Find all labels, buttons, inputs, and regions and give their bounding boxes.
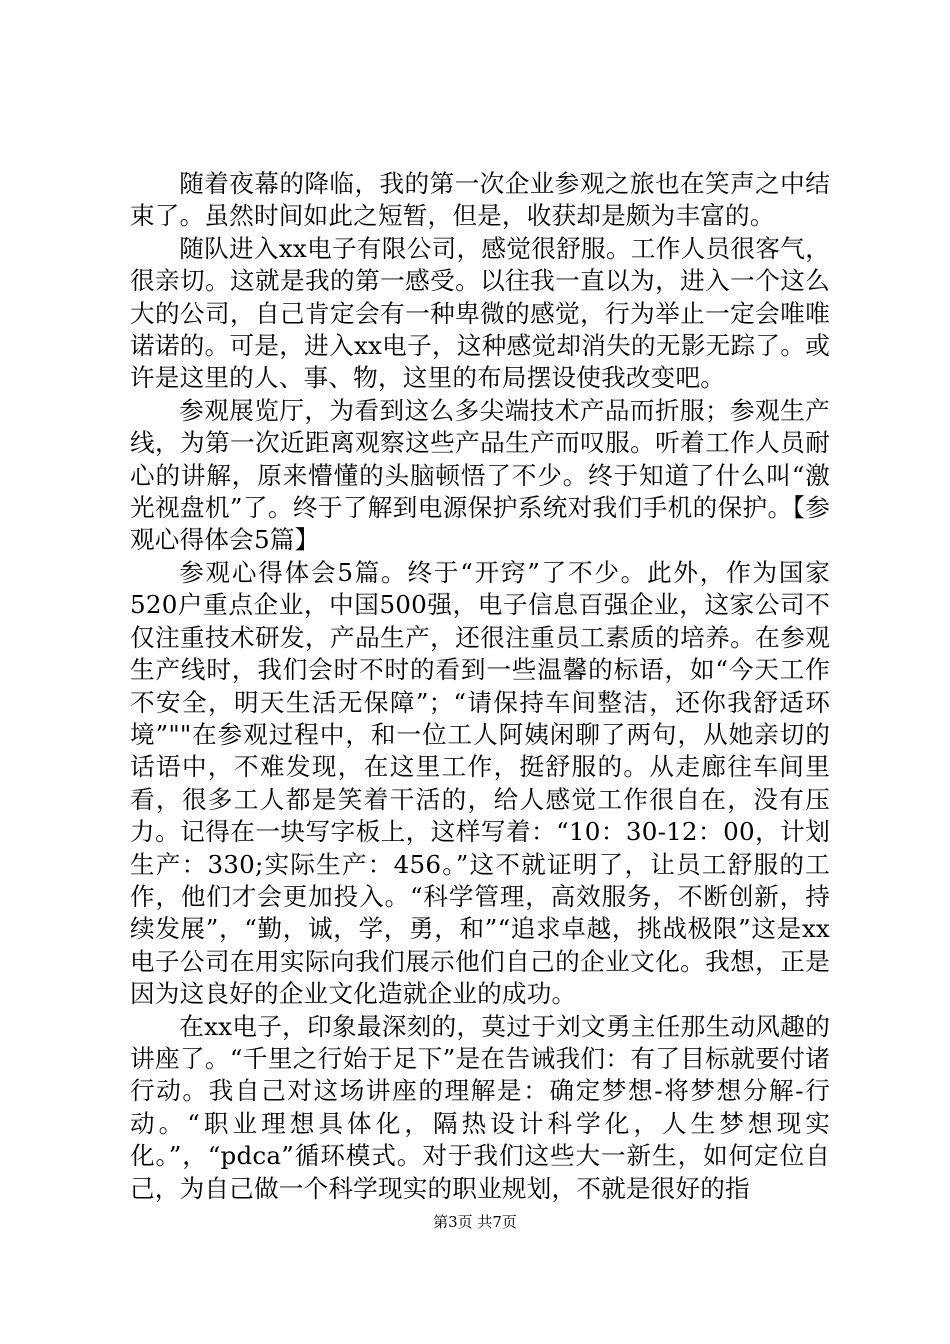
paragraph: 在xx电子，印象最深刻的，莫过于刘文勇主任那生动风趣的讲座了。“千里之行始于足下”是在告诫我们：有了目标就要付诸行动。我自己对这场讲座的理解是：确定梦想-将梦想分解-行动。“职业理想具体化，隔热设计科学化，人生梦想现实化。”，“pdca”循环模式。对于我们这些大一新生，如何定位自己，为自己做一个科学现实的职业规划，不就是很好的指 bbox=[130, 1011, 830, 1203]
paragraph: 参观展览厅，为看到这么多尖端技术产品而折服；参观生产线，为第一次近距离观察这些产品生产而叹服。听着工作人员耐心的讲解，原来懵懂的头脑顿悟了不少。终于知道了什么叫“激光视盘机”了。终于了解到电源保护系统对我们手机的保护。【参观心得体会5篇】 bbox=[130, 395, 830, 555]
document-body bbox=[130, 168, 830, 1205]
page-footer: 第3页 共7页 bbox=[433, 1213, 517, 1231]
paragraph: 参观心得体会5篇。终于“开窍”了不少。此外，作为国家520户重点企业，中国500强，电子信息百强企业，这家公司不仅注重技术研发，产品生产，还很注重员工素质的培养。在参观生产线时，我们会时不时的看到一些温馨的标语，如“今天工作不安全，明天生活无保障”；“请保持车间整洁，还你我舒适环境”""在参观过程中，和一位工人阿姨闲聊了两句，从她亲切的话语中，不难发现，在这里工作，挺舒服的。从走廊往车间里看，很多工人都是笑着干活的，给人感觉工作很自在，没有压力。记得在一块写字板上，这样写着：“10：30-12：00，计划生产：330;实际生产：456。”这不就证明了，让员工舒服的工作，他们才会更加投入。“科学管理，高效服务，不断创新，持续发展”，“勤，诚，学，勇，和”“追求卓越，挑战极限”这是xx电子公司在用实际向我们展示他们自己的企业文化。我想，正是因为这良好的企业文化造就企业的成功。 bbox=[130, 557, 830, 1009]
paragraph: 随着夜幕的降临，我的第一次企业参观之旅也在笑声之中结束了。虽然时间如此之短暂，但是，收获却是颇为丰富的。 bbox=[130, 169, 830, 231]
paragraph: 随队进入xx电子有限公司，感觉很舒服。工作人员很客气，很亲切。这就是我的第一感受。以往我一直以为，进入一个这么大的公司，自己肯定会有一种卑微的感觉，行为举止一定会唯唯诺诺的。可是，进入xx电子，这种感觉却消失的无影无踪了。或许是这里的人、事、物，这里的布局摆设使我改变吧。 bbox=[130, 233, 830, 393]
